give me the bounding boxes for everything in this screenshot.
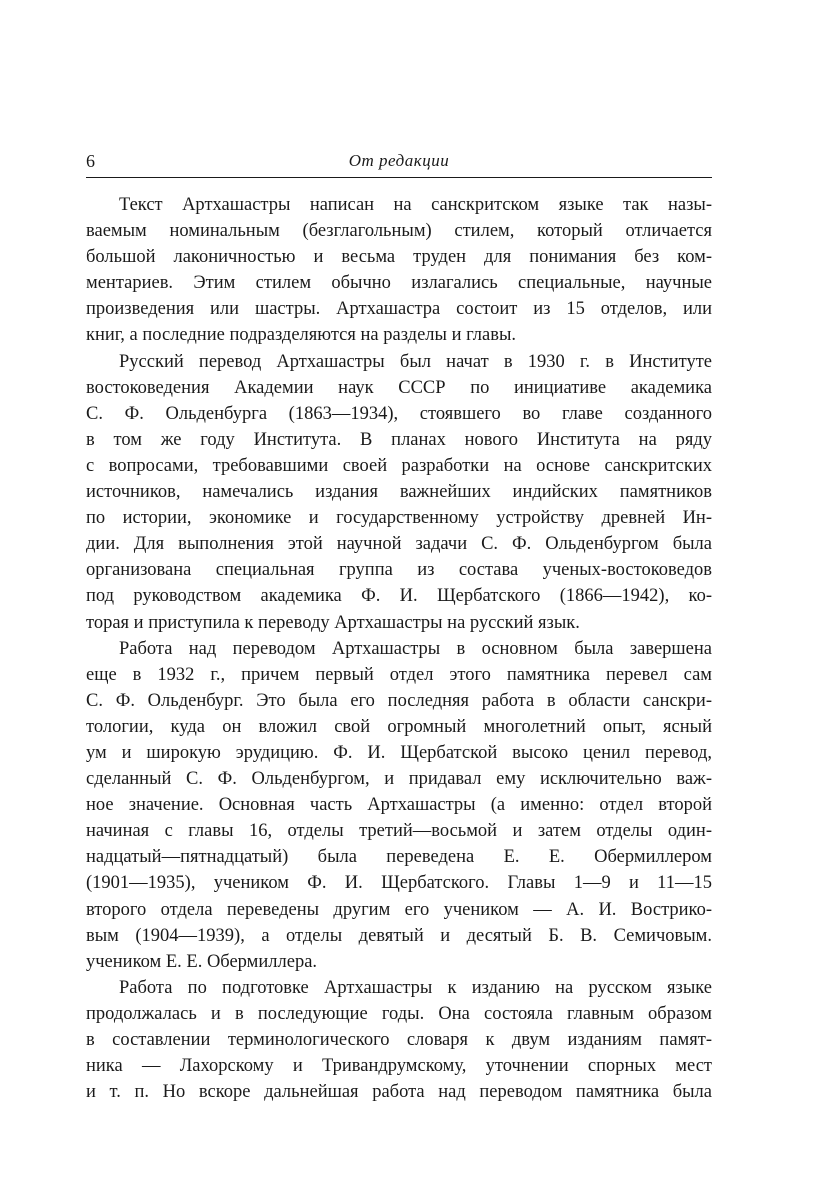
text-line: вым (1904—1939), а отделы девятый и десятый Б. В. Семичовым.: [86, 925, 712, 946]
text-line: продолжалась и в последующие годы. Она состояла главным образом: [86, 1003, 712, 1024]
text-line: дии. Для выполнения этой научной задачи С. Ф. Ольденбургом была: [86, 534, 712, 555]
text-line: большой лаконичностью и весьма труден для понимания без ком-: [86, 247, 712, 268]
text-line: под руководством академика Ф. И. Щербатского (1866—1942), ко-: [86, 586, 712, 607]
text-line: ное значение. Основная часть Артхашастры (а именно: отдел второй: [86, 795, 712, 816]
text-line: сделанный С. Ф. Ольденбургом, и придавал ему исключительно важ-: [86, 769, 712, 790]
text-line: С. Ф. Ольденбург. Это была его последняя работа в области санскри-: [86, 690, 712, 711]
text-line: и т. п. Но вскоре дальнейшая работа над переводом памятника была: [86, 1082, 712, 1103]
text-line: ника — Лахорскому и Тривандрумскому, уточнении спорных мест: [86, 1056, 712, 1077]
text-line: тологии, куда он вложил свой огромный многолетний опыт, ясный: [86, 716, 712, 737]
text-line: по истории, экономике и государственному устройству древней Ин-: [86, 508, 712, 529]
text-line: начиная с главы 16, отделы третий—восьмой и затем отделы один-: [86, 821, 712, 842]
text-line: С. Ф. Ольденбурга (1863—1934), стоявшего во главе созданного: [86, 403, 712, 424]
text-line: еще в 1932 г., причем первый отдел этого памятника перевел сам: [86, 664, 712, 685]
text-line: в том же году Института. В планах нового Института на ряду: [86, 429, 712, 450]
header-rule: [86, 177, 712, 178]
paragraph-3: [86, 636, 712, 975]
text-line: ментариев. Этим стилем обычно излагались специальные, научные: [86, 273, 712, 294]
text-line: книг, а последние подразделяются на разделы и главы.: [86, 325, 516, 346]
text-line: произведения или шастры. Артхашастра состоит из 15 отделов, или: [86, 299, 712, 320]
text-line: Работа над переводом Артхашастры в основном была завершена: [119, 638, 712, 659]
text-line: в составлении терминологического словаря к двум изданиям памят-: [86, 1030, 712, 1050]
text-line: организована специальная группа из состава ученых-востоковедов: [86, 560, 712, 581]
page-number: 6: [86, 151, 95, 171]
paragraph-4: [86, 975, 712, 1105]
paragraph-2: [86, 349, 712, 636]
text-line: ваемым номинальным (безглагольным) стилем, который отличается: [86, 221, 712, 242]
text-line: Работа по подготовке Артхашастры к изданию на русском языке: [119, 977, 712, 998]
running-head: От редакции: [348, 151, 450, 170]
text-line: Русский перевод Артхашастры был начат в 1930 г. в Институте: [119, 351, 712, 372]
text-line: источников, намечались издания важнейших индийских памятников: [86, 482, 712, 503]
text-line: ум и широкую эрудицию. Ф. И. Щербатской высоко ценил перевод,: [86, 742, 712, 763]
text-line: (1901—1935), учеником Ф. И. Щербатского. Главы 1—9 и 11—15: [86, 873, 712, 894]
text-line: Текст Артхашастры написан на санскритском языке так назы-: [119, 195, 712, 215]
text-line: учеником Е. Е. Обермиллера.: [86, 951, 318, 972]
text-line: с вопросами, требовавшими своей разработки на основе санскритских: [86, 455, 712, 476]
text-line: надцатый—пятнадцатый) была переведена Е. Е. Обермиллером: [86, 847, 712, 868]
text-line: востоковедения Академии наук СССР по инициативе академика: [86, 377, 712, 398]
body-text: [86, 192, 712, 1105]
text-line: второго отдела переведены другим его учеником — А. И. Вострико-: [86, 899, 712, 920]
text-line: торая и приступила к переводу Артхашастры на русский язык.: [86, 612, 580, 633]
paragraph-1: [86, 192, 712, 349]
page-header: [86, 151, 712, 177]
